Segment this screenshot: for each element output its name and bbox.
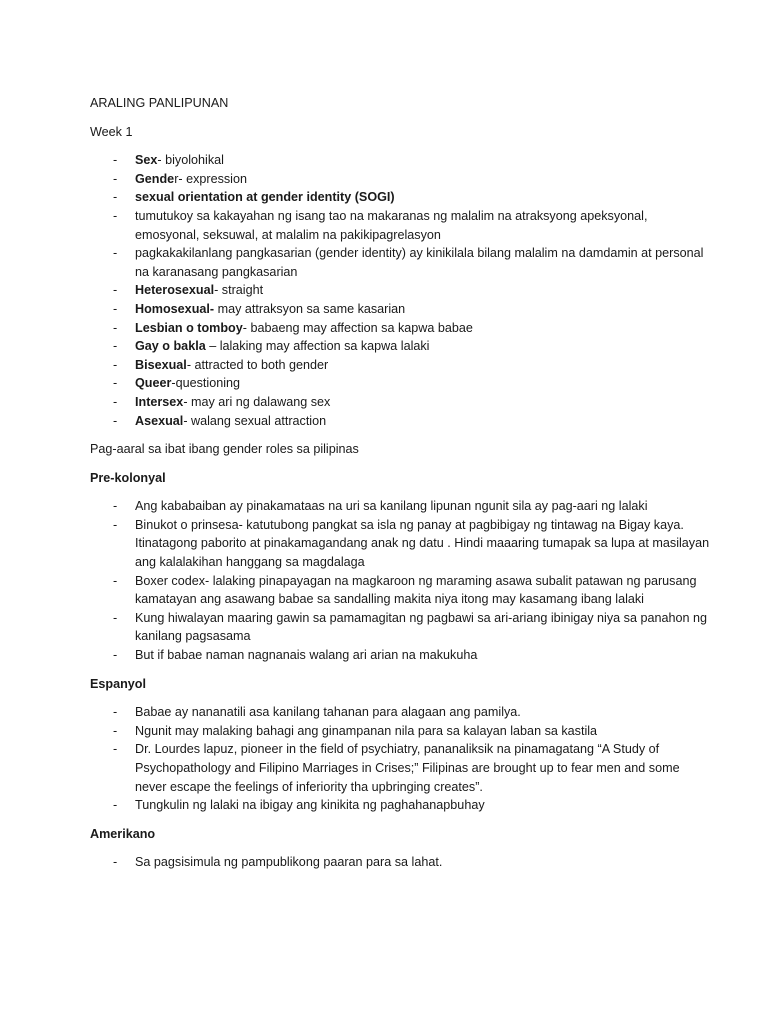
list-item (90, 740, 710, 796)
dash-bullet: - (113, 413, 118, 428)
list-item (90, 319, 710, 338)
dash-bullet: - (113, 376, 118, 391)
term: Gende (135, 171, 175, 186)
dash-bullet: - (113, 742, 118, 757)
dash-bullet: - (113, 190, 118, 205)
list-item (90, 281, 710, 300)
definition: - walang sexual attraction (183, 413, 327, 428)
definition: r- expression (174, 171, 247, 186)
term: Sex (135, 153, 158, 168)
list-item (90, 170, 710, 189)
dash-bullet: - (113, 357, 118, 372)
term: Queer (135, 376, 172, 391)
dash-bullet: - (113, 394, 118, 409)
dash-bullet: - (113, 798, 118, 813)
list-item (90, 703, 710, 722)
dash-bullet: - (113, 610, 118, 625)
list-item (90, 207, 710, 244)
dash-bullet: - (113, 208, 118, 223)
term: Asexual (135, 413, 184, 428)
amerikano-list (90, 853, 710, 872)
definition: may attraksyon sa same kasarian (214, 301, 406, 316)
list-item (90, 337, 710, 356)
list-item (90, 572, 710, 609)
term: Heterosexual (135, 283, 215, 298)
list-item (90, 646, 710, 665)
week-label: Week 1 (90, 124, 133, 139)
list-item-text: Kung hiwalayan maaring gawin sa pamamagitan ng pagbawi sa ari-ariang ibinigay niya sa panahon ng kanilang pagsasama (135, 610, 707, 644)
list-item-text: Binukot o prinsesa- katutubong pangkat sa isla ng panay at pagbibigay ng tintawag na Bigay kaya. Itinatagong paborito at pinakamagandang anak ng datu . Hindi maaaring tumapak sa lupa at masilayan ang kalalakihan hanggang sa magdalaga (135, 517, 710, 570)
term: Homosexual- (135, 301, 215, 316)
list-item (90, 300, 710, 319)
list-item-text: Ngunit may malaking bahagi ang ginampanan nila para sa kalayan laban sa kastila (135, 723, 598, 738)
document-title: ARALING PANLIPUNAN (90, 96, 229, 110)
definition: - babaeng may affection sa kapwa babae (242, 320, 473, 335)
list-item (90, 853, 710, 872)
dash-bullet: - (113, 283, 118, 298)
document-body (90, 94, 710, 882)
list-item-text: Boxer codex- lalaking pinapayagan na magkaroon ng maraming asawa subalit patawan ng parusang kamatayan ang asawang babae sa sandalling makita niya itong may kasamang ibang lalaki (135, 573, 697, 607)
list-item (90, 151, 710, 170)
term: Intersex (135, 394, 184, 409)
dash-bullet: - (113, 705, 118, 720)
section-heading-espanyol: Espanyol (90, 676, 146, 691)
list-item-text: Dr. Lourdes lapuz, pioneer in the field of psychiatry, pananaliksik na pinamagatang “A Study of Psychopathology and Filipino Marriages in Crises;” Filipinas are brought up to fear men and some never escape the feelings of inferiority tha upbringing creates”. (135, 742, 680, 794)
list-item (90, 356, 710, 375)
dash-bullet: - (113, 320, 118, 335)
list-item-text: Ang kababaiban ay pinakamataas na uri sa kanilang lipunan ngunit sila ay pag-aari ng lalaki (135, 499, 648, 514)
espanyol-list (90, 703, 710, 815)
list-item (90, 374, 710, 393)
list-item (90, 188, 710, 207)
term: Lesbian o tomboy (135, 320, 243, 335)
list-item (90, 516, 710, 572)
list-item (90, 412, 710, 431)
term: sexual orientation at gender identity (SOGI) (135, 190, 395, 205)
definition: - straight (214, 283, 264, 298)
dash-bullet: - (113, 153, 118, 168)
list-item (90, 796, 710, 815)
list-item (90, 722, 710, 741)
list-item-text: Tungkulin ng lalaki na ibigay ang kinikita ng paghahanapbuhay (135, 798, 485, 813)
list-item-text: But if babae naman nagnanais walang ari arian na makukuha (135, 648, 478, 663)
section-heading-prekolonyal: Pre-kolonyal (90, 470, 166, 485)
term: Bisexual (135, 357, 187, 372)
dash-bullet: - (113, 301, 118, 316)
dash-bullet: - (113, 171, 118, 186)
dash-bullet: - (113, 517, 118, 532)
list-item-text: Sa pagsisimula ng pampublikong paaran para sa lahat. (135, 855, 443, 870)
definitions-list (90, 151, 710, 430)
dash-bullet: - (113, 246, 118, 261)
section-heading-amerikano: Amerikano (90, 826, 156, 841)
list-item (90, 393, 710, 412)
list-item-text: Babae ay nananatili asa kanilang tahanan para alagaan ang pamilya. (135, 705, 521, 720)
gender-roles-intro: Pag-aaral sa ibat ibang gender roles sa pilipinas (90, 442, 359, 457)
definition: pagkakakilanlang pangkasarian (gender identity) ay kinikilala bilang malalim na damdamin at personal na karanasang pangkasarian (135, 246, 704, 279)
definition: - may ari ng dalawang sex (183, 394, 331, 409)
definition: - biyolohikal (157, 153, 224, 168)
list-item (90, 609, 710, 646)
list-item (90, 244, 710, 281)
prekolonyal-list (90, 497, 710, 664)
definition: - attracted to both gender (186, 357, 329, 372)
dash-bullet: - (113, 723, 118, 738)
dash-bullet: - (113, 855, 118, 870)
definition: tumutukoy sa kakayahan ng isang tao na makaranas ng malalim na atraksyong apeksyonal, emosyonal, seksuwal, at malalim na pakikipagrelasyon (135, 208, 648, 242)
dash-bullet: - (113, 648, 118, 663)
definition: -questioning (171, 376, 241, 391)
dash-bullet: - (113, 339, 118, 354)
list-item (90, 497, 710, 516)
term: Gay o bakla (135, 339, 206, 354)
dash-bullet: - (113, 573, 118, 588)
dash-bullet: - (113, 499, 118, 514)
definition: – lalaking may affection sa kapwa lalaki (205, 339, 430, 354)
